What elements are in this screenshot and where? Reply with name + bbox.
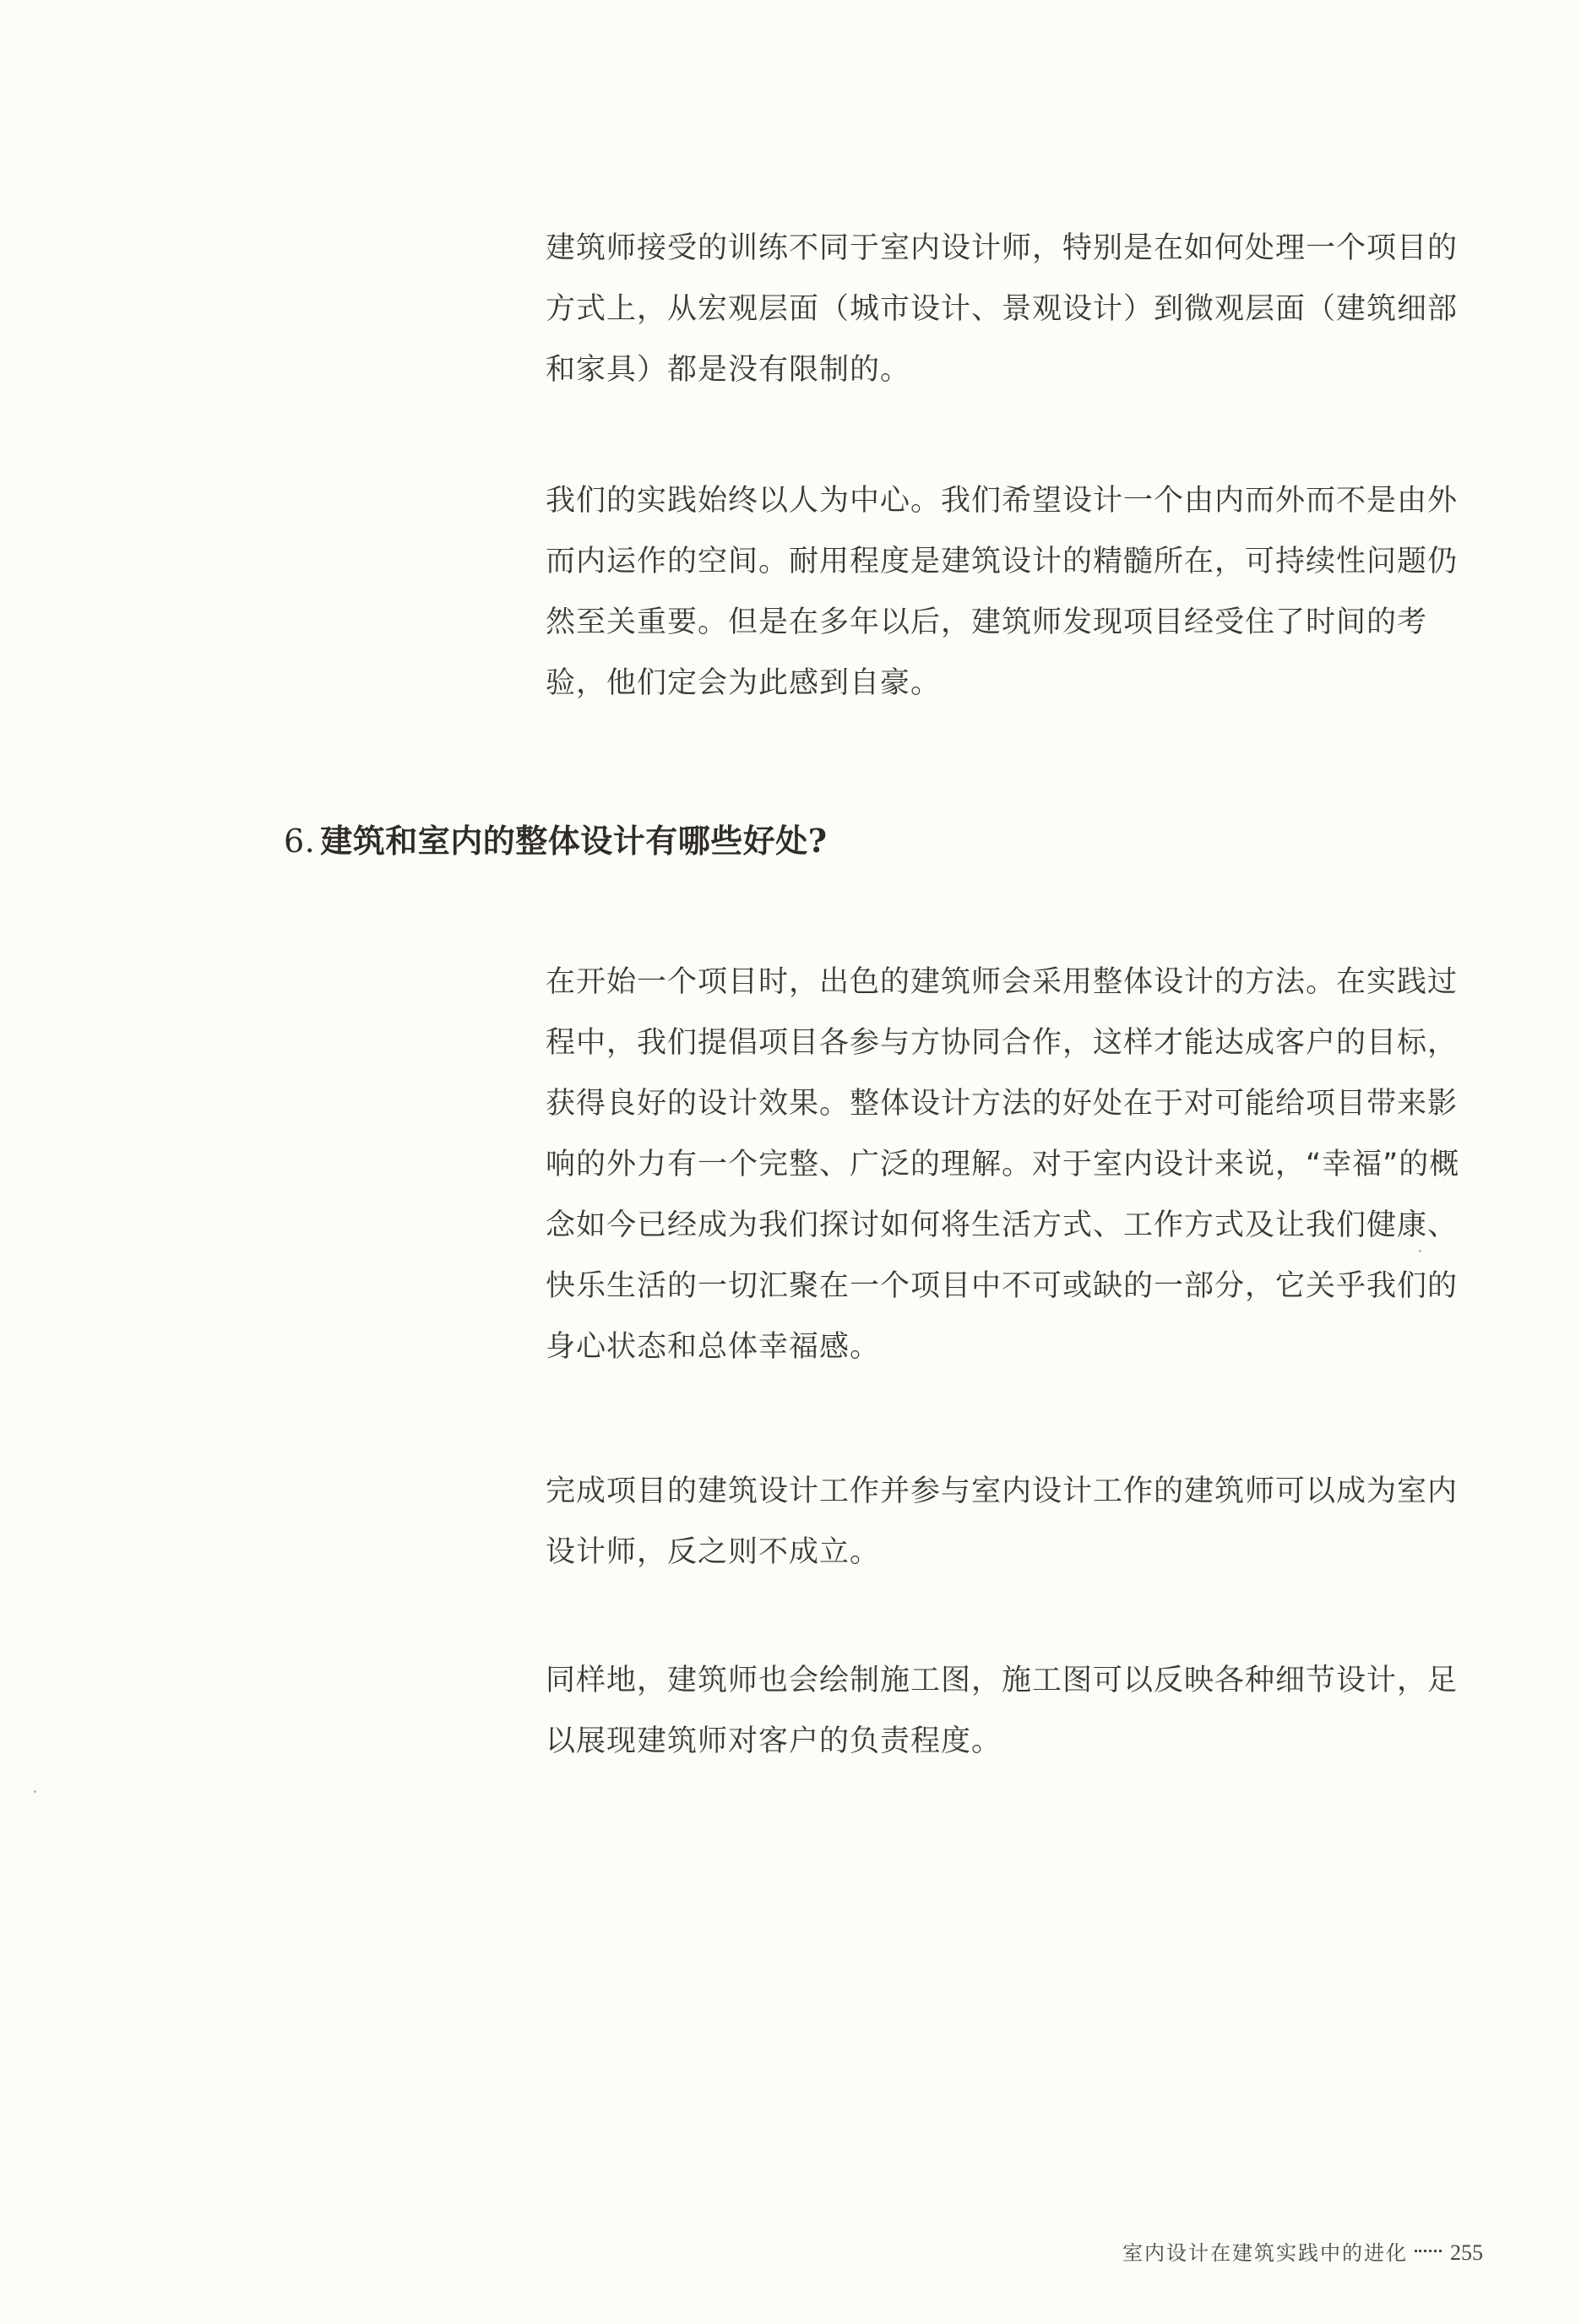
paper-speck [34, 1790, 36, 1793]
section-title: 建筑和室内的整体设计有哪些好处? [320, 822, 828, 860]
page-number: 255 [1450, 2240, 1483, 2265]
section-heading [284, 816, 828, 866]
paragraph-architect-as-interior-designer: 完成项目的建筑设计工作并参与室内设计工作的建筑师可以成为室内设计师，反之则不成立。 [546, 1474, 1459, 1569]
paragraph-architect-training: 建筑师接受的训练不同于室内设计师，特别是在如何处理一个项目的方式上，从宏观层面（城市设计、景观设计）到微观层面（建筑细部和家具）都是没有限制的。 [546, 231, 1459, 387]
running-title: 室内设计在建筑实践中的进化 [1122, 2241, 1408, 2265]
section-number: 6. [284, 823, 316, 860]
paragraph-holistic-design: 在开始一个项目时，出色的建筑师会采用整体设计的方法。在实践过程中，我们提倡项目各参与方协同合作，这样才能达成客户的目标，获得良好的设计效果。整体设计方法的好处在于对可能给项目带来影响的外力有一个完整、广泛的理解。对于室内设计来说，“幸福”的概念如今已经成为我们探讨如何将生活方式、工作方式及让我们健康、快乐生活的一切汇聚在一个项目中不可或缺的一部分，它关乎我们的身心状态和总体幸福感。 [546, 965, 1460, 1364]
paragraph-construction-drawings: 同样地，建筑师也会绘制施工图，施工图可以反映各种细节设计，足以展现建筑师对客户的负责程度。 [546, 1664, 1459, 1758]
footer-separator [1415, 2250, 1442, 2252]
paper-speck [1419, 1250, 1421, 1252]
page-footer [1122, 2239, 1483, 2267]
paragraph-human-centered-practice: 我们的实践始终以人为中心。我们希望设计一个由内而外而不是由外而内运作的空间。耐用程度是建筑设计的精髓所在，可持续性问题仍然至关重要。但是在多年以后，建筑师发现项目经受住了时间的考验，他们定会为此感到自豪。 [546, 484, 1459, 700]
